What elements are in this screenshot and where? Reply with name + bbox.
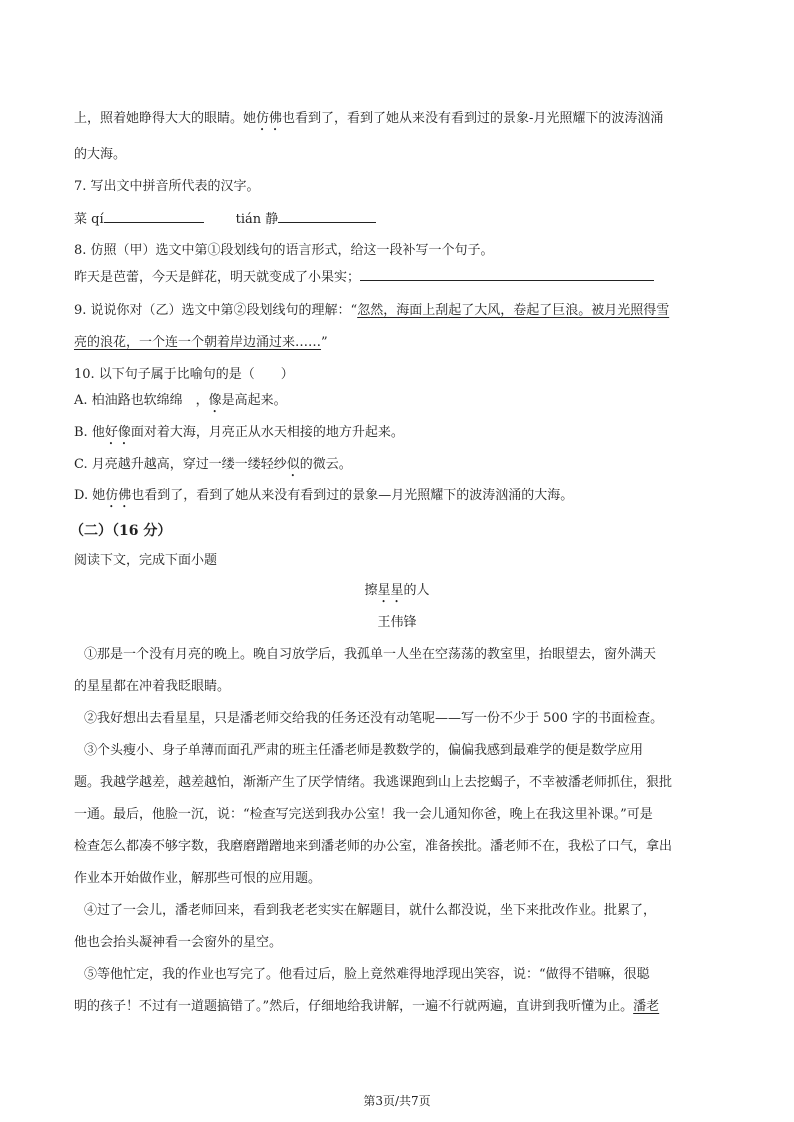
article-p3-line-4: 检查怎么都凑不够字数，我磨磨蹭蹭地来到潘老师的办公室，准备挨批。潘老师不在，我松了口气，拿出 — [74, 839, 673, 854]
article-p3-line-3: 一通。最后，他脸一沉，说：“检查写完送到我办公室！我一会儿通知你爸，晚上在我这里补课。”可是 — [74, 807, 653, 822]
question-10-option-b[interactable]: B. 他好像面对着大海，月亮正从水天相接的地方升起来。 — [74, 425, 404, 440]
answer-blank-qi[interactable] — [104, 210, 204, 223]
section-2-heading: （二）（16 分） — [70, 523, 172, 539]
article-p4-line-2: 他也会抬头凝神看一会窗外的星空。 — [74, 935, 283, 950]
article-p4-line-1: ④过了一会儿，潘老师回来，看到我老老实实在解题目，就什么都没说，坐下来批改作业。批累了， — [84, 903, 657, 918]
article-p3-line-5: 作业本开始做作业，解那些可恨的应用题。 — [74, 871, 322, 886]
article-p5-line-2: 明的孩子！不过有一道题搞错了。”然后，仔细地给我讲解，一遍不行就两遍，直讲到我听懂为止。潘老 — [74, 999, 660, 1014]
question-10-option-a[interactable]: A. 柏油路也软绵绵 ，像是高起来。 — [74, 393, 287, 408]
article-p3-line-2: 题。我越学越差，越差越怕，渐渐产生了厌学情绪。我逃课跑到山上去挖蝎子，不幸被潘老师抓住，狠批 — [74, 775, 673, 790]
question-7-stem: 7. 写出文中拼音所代表的汉字。 — [74, 179, 260, 194]
article-author: 王伟锋 — [377, 615, 417, 630]
question-8-prompt: 昨天是芭蕾，今天是鲜花，明天就变成了小果实； — [74, 268, 724, 287]
article-p2-line-1: ②我好想出去看星星，只是潘老师交给我的任务还没有动笔呢——写一份不少于 500 字的书面检查。 — [84, 711, 664, 726]
question-10-stem: 10. 以下句子属于比喻句的是（ ） — [74, 367, 294, 382]
passage-tail-line-2: 的大海。 — [74, 147, 127, 162]
question-10-option-d[interactable]: D. 她仿佛也看到了，看到了她从来没有看到过的景象—月光照耀下的波涛汹涌的大海。 — [74, 488, 574, 503]
answer-blank-q8[interactable] — [360, 268, 654, 281]
page-number: 第3页/共7页 — [363, 1094, 431, 1108]
article-p1-line-2: 的星星都在冲着我眨眼睛。 — [74, 679, 231, 694]
question-9-quote-line-2: 亮的浪花，一个连一个朝着岸边涌过来……” — [74, 335, 328, 350]
question-7-items: 菜 qí tián 静 — [74, 210, 724, 229]
article-title: 擦星星的人 — [364, 583, 430, 598]
article-p3-line-1: ③个头瘦小、身子单薄而面孔严肃的班主任潘老师是教数学的，偏偏我感到最难学的便是数学应用 — [84, 743, 644, 758]
question-8-stem: 8. 仿照（甲）选文中第①段划线句的语言形式，给这一段补写一个句子。 — [74, 243, 494, 258]
passage-tail-line-1: 上，照着她睁得大大的眼睛。她仿佛也看到了，看到了她从来没有看到过的景象-月光照耀下的波涛汹涌 — [74, 111, 664, 126]
article-p5-line-1: ⑤等他忙定，我的作业也写完了。他看过后，脸上竟然难得地浮现出笑容，说：“做得不错嘛，很聪 — [84, 967, 650, 982]
question-10-option-c[interactable]: C. 月亮越升越高，穿过一缕一缕轻纱似的微云。 — [74, 457, 352, 472]
question-9-stem: 9. 说说你对（乙）选文中第②段划线句的理解：“忽然，海面上刮起了大风，卷起了巨浪。被月光照得雪 — [74, 303, 670, 318]
answer-blank-tian[interactable] — [278, 210, 376, 223]
article-p1-line-1: ①那是一个没有月亮的晚上。晚自习放学后，我孤单一人坐在空荡荡的教室里，抬眼望去，窗外满天 — [84, 647, 657, 662]
section-2-instruction: 阅读下文，完成下面小题 — [74, 553, 218, 568]
